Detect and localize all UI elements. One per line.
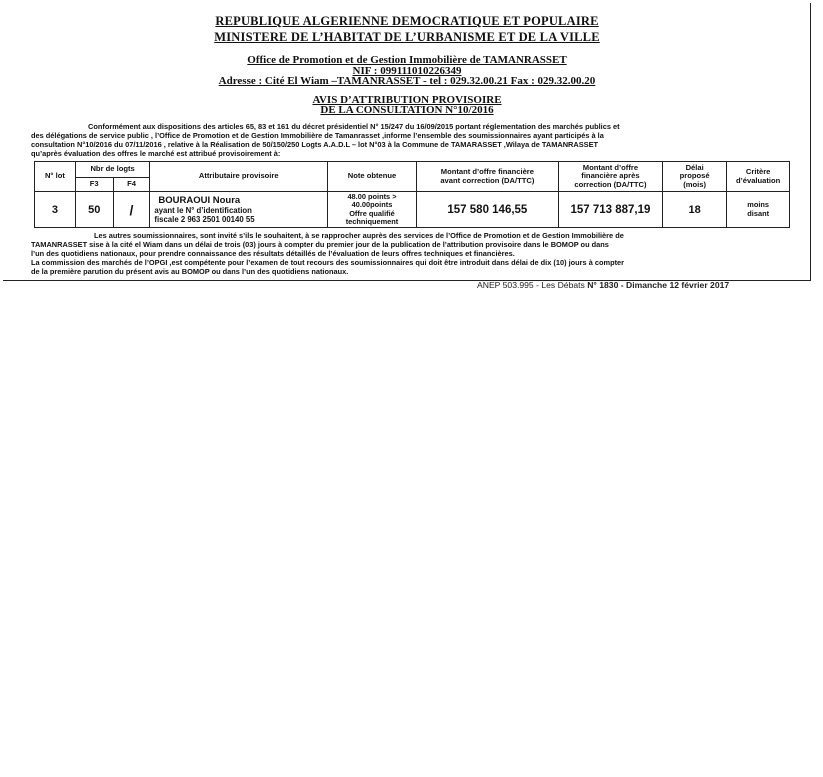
intro-line-1: Conformément aux dispositions des articles 65, 83 et 161 du décret présidentiel N° 15/247 du 16/09/2015 portant réglementation des marchés publics et [88,122,620,131]
footer-ref: ANEP 503.995 - Les Débats [477,280,588,290]
tender-notice [3,3,811,281]
header-note: Note obtenue [328,162,417,192]
notice-title: AVIS D’ATTRIBUTION PROVISOIRE [312,94,502,106]
intro-line-3: consultation N°10/2016 du 07/11/2016 , relative à la Réalisation de 50/150/250 Logts A.A.D.L – lot N°03 à la Commune de TAMARASSET ,Wilaya de TAMANRASSET [31,140,599,149]
closing-line-4: La commission des marchés de l’OPGI ,est compétente pour l’examen de tout recours des soumissionnaires qui doit être introduit dans délai de dix (10) jours à compter [31,258,625,267]
publication-footer [477,280,729,290]
header-delai: Délai proposé (mois) [663,162,727,192]
note-line-2: 40.00points [351,200,393,210]
nif-line: NIF : 099111010226349 [352,65,462,77]
critere-line-1: moins [747,200,770,210]
cell-f3: 50 [75,192,113,228]
footer-issue: N° 1830 - Dimanche 12 février 2017 [587,280,730,290]
cell-montant-apres: 157 713 887,19 [558,192,662,228]
cell-attributaire [150,192,328,228]
header-nbr-logts: Nbr de logts [75,162,150,178]
header-montant-apres: Montant d’offre financière après correction (DA/TTC) [558,162,662,192]
critere-line-2: disant [747,208,770,218]
header-critere: Critère d’évaluation [727,162,790,192]
header-f3: F3 [75,178,113,192]
header-montant-avant: Montant d’offre financière avant correction (DA/TTC) [416,162,558,192]
office-heading: Office de Promotion et de Gestion Immobilière de TAMANRASSET [247,54,567,66]
cell-lot: 3 [35,192,76,228]
address-line: Adresse : Cité El Wiam –TAMANRASSET - tel : 029.32.00.21 Fax : 029.32.00.20 [218,75,596,87]
attributaire-id-line2: fiscale 2 963 2501 00140 55 [154,214,255,224]
cell-montant-avant: 157 580 146,55 [416,192,558,228]
cell-note [328,192,417,228]
header-f4: F4 [113,178,150,192]
closing-line-5: de la première parution du présent avis au BOMOP ou dans l’un des quotidiens nationaux. [31,267,349,276]
consultation-number: DE LA CONSULTATION N°10/2016 [320,104,494,116]
header-attributaire: Attributaire provisoire [150,162,328,192]
ministry-heading: MINISTERE DE L’HABITAT DE L’URBANISME ET DE LA VILLE [214,30,600,44]
header-lot: N° lot [35,162,76,192]
note-line-3: Offre qualifié [349,208,395,218]
intro-line-2: des délégations de service public , l’Office de Promotion et de Gestion Immobilière de Tamanrasset ,informe l’ensemble des soumissionnaires ayant participés à la [31,131,604,140]
cell-delai: 18 [663,192,727,228]
attribution-table [34,161,790,228]
intro-line-4: qu’après évaluation des offres le marché est attribué provisoirement à: [31,149,281,158]
table-row [35,192,790,228]
republic-heading: REPUBLIQUE ALGERIENNE DEMOCRATIQUE ET POPULAIRE [215,14,599,28]
closing-line-3: l’un des quotidiens nationaux, pour prendre connaissance des résultats détaillés de l’évaluation de leurs offres techniques et financières. [31,249,515,258]
attributaire-id-line1: ayant le N° d’identification [154,205,252,215]
closing-line-2: TAMANRASSET sise à la cité el Wiam dans un délai de trois (03) jours à compter du premier jour de la publication de l’attribution provisoire dans le BOMOP ou dans [31,240,609,249]
note-line-4: techniquement [345,216,399,226]
cell-f4: / [113,192,150,228]
closing-line-1: Les autres soumissionnaires, sont invité s’ils le souhaitent, à se rapprocher auprès des services de l’Office de Promotion et de Gestion Immobilière de [94,231,624,240]
cell-critere [727,192,790,228]
attributaire-name: BOURAOUI Noura [158,194,241,206]
note-line-1: 48.00 points > [347,191,397,201]
